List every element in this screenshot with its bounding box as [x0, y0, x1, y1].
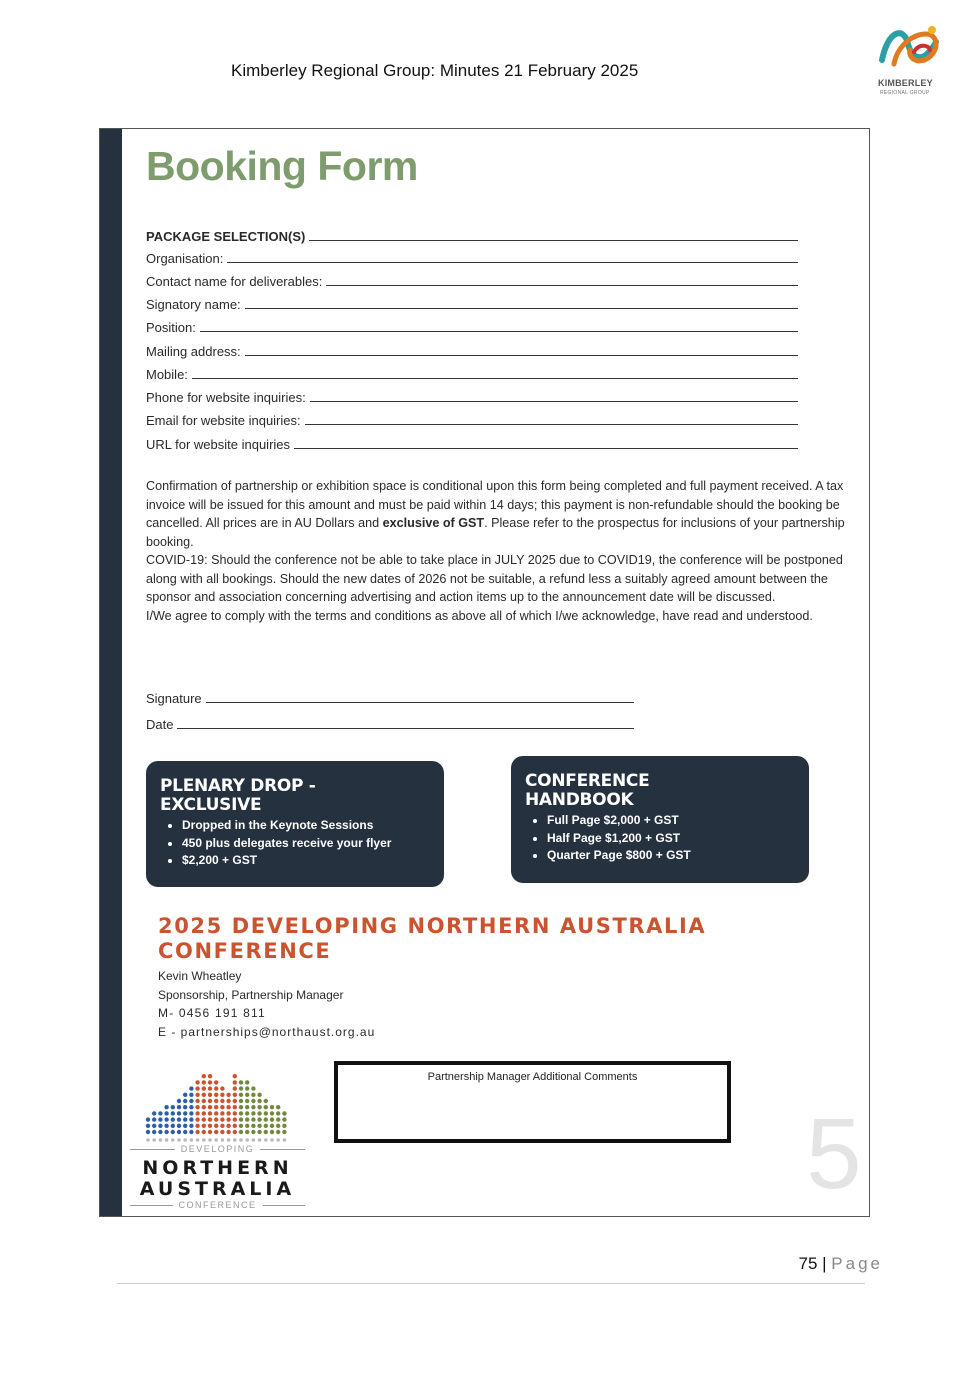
page-number: 75 [798, 1254, 818, 1273]
field-package-selection[interactable] [146, 229, 798, 244]
contact-role: Sponsorship, Partnership Manager [158, 987, 344, 1002]
kimberley-logo [874, 20, 950, 100]
contact-email[interactable]: E - partnerships@northaust.org.au [158, 1024, 376, 1039]
field-signatory-name[interactable] [146, 297, 798, 312]
list-item: • Half Page $1,200 + GST [547, 830, 795, 848]
logo-conference: CONFERENCE [178, 1200, 257, 1210]
contact-name: Kevin Wheatley [158, 969, 242, 983]
contact-phone: M- 0456 191 811 [158, 1006, 266, 1020]
logo-developing: DEVELOPING [180, 1144, 255, 1154]
comments-label: Partnership Manager Additional Comments [427, 1071, 638, 1083]
fill-line [326, 276, 798, 286]
terms-paragraph-covid: COVID-19: Should the conference not be able to take place in JULY 2025 due to COVID19, the conference will be postponed along with all bookings. Should the new dates of 2026 not be suitable, a refund less a suitably agreed amount between the sponsor and association concerning advertising and action items up to the announcement date will be discussed. [146, 553, 843, 604]
package-items [160, 817, 430, 870]
fill-line [245, 346, 798, 356]
page-word: Page [831, 1254, 883, 1273]
field-label: Mailing address: [146, 344, 241, 359]
booking-form-page [99, 128, 870, 1217]
conference-title: 2025 DEVELOPING NORTHERN AUSTRALIA CONFERENCE [158, 914, 707, 963]
fill-line [177, 719, 634, 729]
field-label: PACKAGE SELECTION(S) [146, 229, 306, 244]
field-organisation[interactable] [146, 251, 798, 266]
list-item: • Quarter Page $800 + GST [547, 847, 795, 865]
side-accent-bar [100, 129, 122, 1216]
field-label: Mobile: [146, 367, 188, 382]
field-contact-name[interactable] [146, 274, 798, 289]
fill-line [305, 415, 798, 425]
terms-paragraph-agreement: I/We agree to comply with the terms and conditions as above all of which I/we acknowledge, have read and understood. [146, 608, 813, 623]
terms-paragraph-confirmation: Confirmation of partnership or exhibition space is conditional upon this form being completed and full payment received. A tax invoice will be issued for this amount and must be paid within 14 days; this payment is non-refundable should the booking be cancelled. All prices are in AU Dollars and exclusive of GST. Please refer to the prospectus for inclusions of your partnership booking. [146, 479, 845, 549]
package-title: CONFERENCE HANDBOOK [525, 771, 650, 810]
field-mailing-address[interactable] [146, 344, 798, 359]
logo-northern: NORTHERN [142, 1157, 293, 1179]
list-item: • 450 plus delegates receive your flyer [182, 835, 430, 853]
logo-australia: AUSTRALIA [139, 1178, 296, 1200]
fill-line [200, 322, 798, 332]
fill-line [192, 369, 798, 379]
contact-details [158, 967, 375, 1041]
logo-wordmark: KIMBERLEY [878, 78, 933, 88]
field-label: URL for website inquiries [146, 437, 291, 452]
list-item: • Dropped in the Keynote Sessions [182, 817, 430, 835]
field-website-url[interactable] [146, 437, 798, 452]
field-label: Email for website inquiries: [146, 413, 301, 428]
page-footer [799, 1254, 884, 1274]
logo-subtitle: REGIONAL GROUP [880, 90, 930, 96]
list-item: • $2,200 + GST [182, 852, 430, 870]
document-header: Kimberley Regional Group: Minutes 21 February 2025 [231, 61, 639, 80]
developing-northern-australia-logo [130, 1054, 305, 1214]
dot-skyline-icon [130, 1054, 305, 1149]
additional-comments-box[interactable] [334, 1061, 731, 1143]
logo-top-row [130, 1144, 305, 1154]
field-label: Date [146, 717, 174, 732]
fill-line [227, 253, 798, 263]
fill-line [294, 439, 798, 449]
fill-line [310, 392, 798, 402]
field-label: Signatory name: [146, 297, 241, 312]
field-label: Position: [146, 320, 196, 335]
field-mobile[interactable] [146, 367, 798, 382]
package-plenary-drop [146, 761, 444, 887]
fill-line [245, 299, 798, 309]
field-label: Contact name for deliverables: [146, 274, 323, 289]
page-separator: | [817, 1254, 832, 1273]
field-date[interactable] [146, 717, 634, 732]
field-label: Signature [146, 691, 202, 706]
field-position[interactable] [146, 320, 798, 335]
package-items [525, 812, 795, 865]
list-item: • Full Page $2,000 + GST [547, 812, 795, 830]
section-page-number: 5 [806, 1098, 862, 1210]
form-title: Booking Form [146, 143, 418, 189]
package-title: PLENARY DROP - EXCLUSIVE [160, 776, 316, 815]
field-signature[interactable] [146, 691, 634, 706]
field-website-email[interactable] [146, 413, 798, 428]
terms-and-conditions [146, 477, 846, 625]
fill-line [309, 231, 798, 241]
logo-bottom-row [130, 1200, 305, 1210]
kimberley-swirl-icon [874, 20, 944, 76]
field-label: Phone for website inquiries: [146, 390, 306, 405]
package-conference-handbook [511, 756, 809, 883]
footer-divider [117, 1283, 865, 1284]
fill-line [206, 693, 634, 703]
field-website-phone[interactable] [146, 390, 798, 405]
field-label: Organisation: [146, 251, 224, 266]
